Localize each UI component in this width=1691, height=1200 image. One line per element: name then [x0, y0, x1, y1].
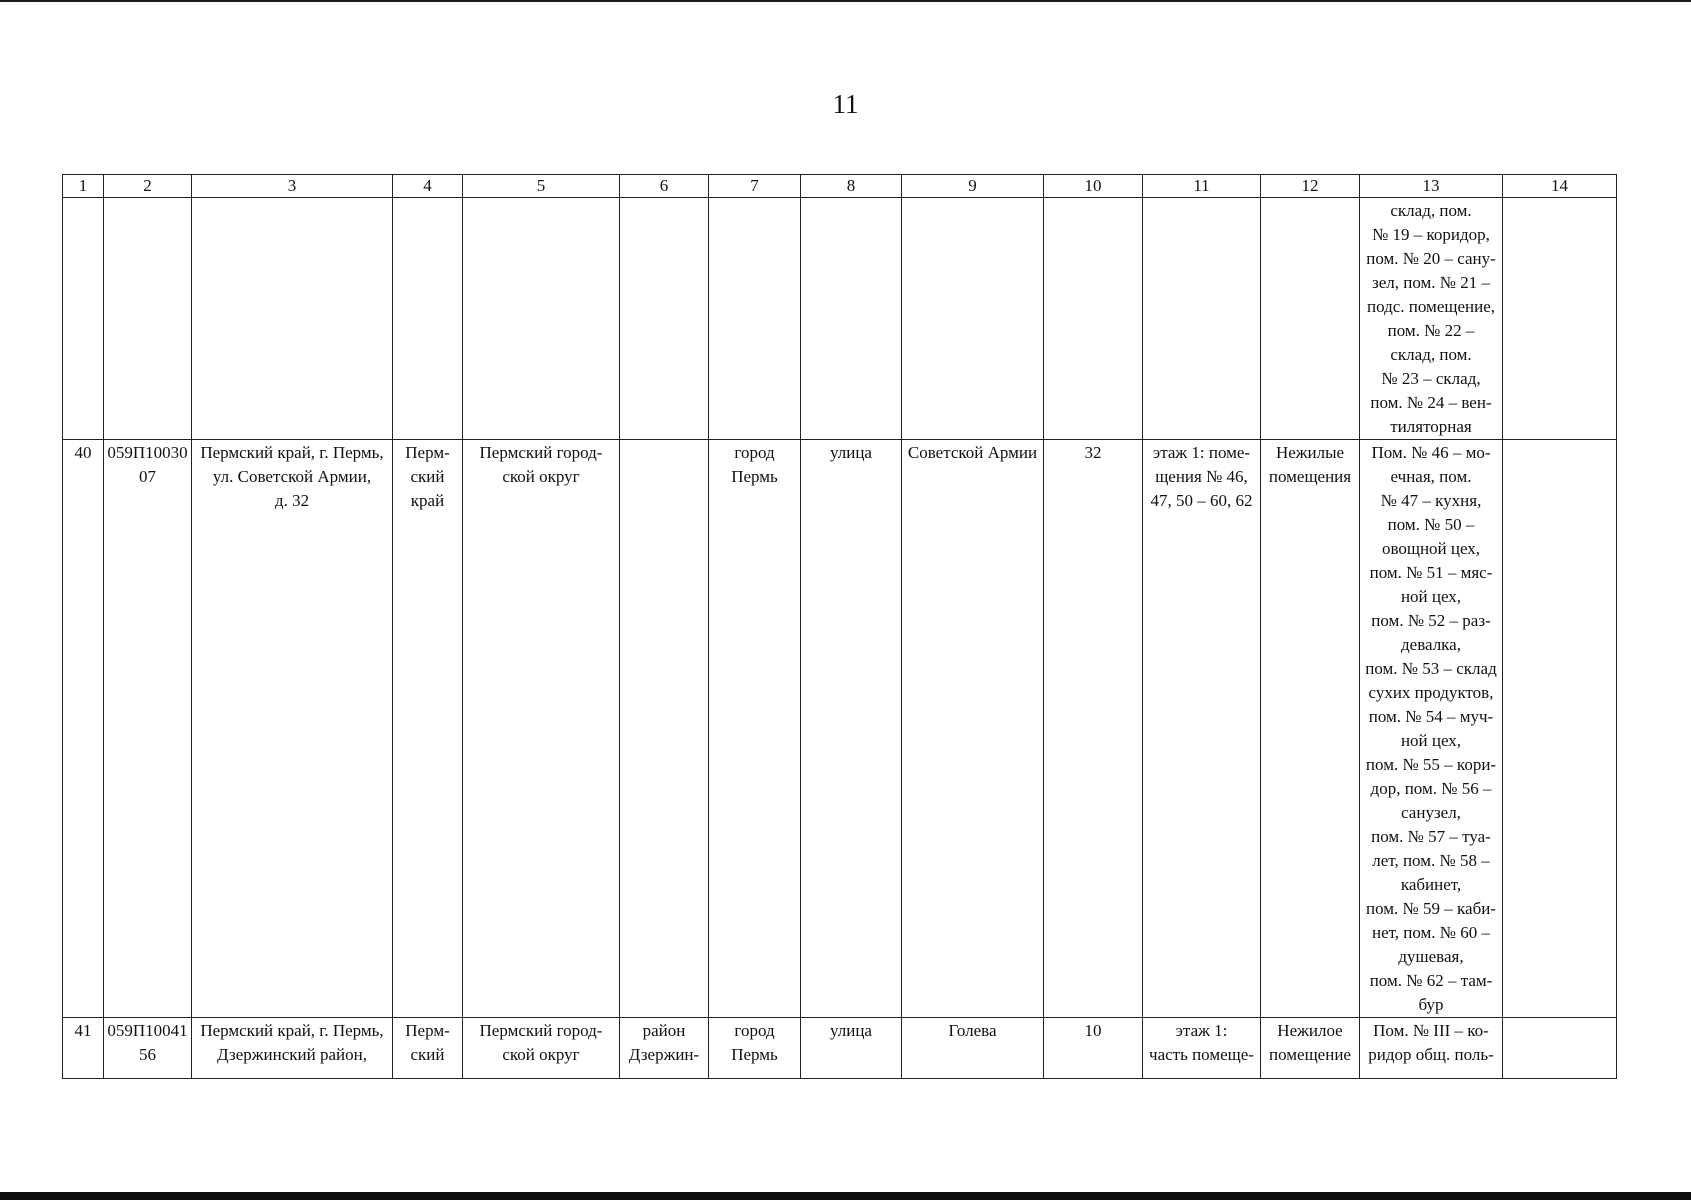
column-header: 2	[104, 175, 192, 198]
cell-row-number	[63, 198, 104, 440]
cell-registry-number	[104, 198, 192, 440]
column-header: 7	[709, 175, 801, 198]
table-row-40	[63, 440, 1617, 1018]
cell-row-number: 40	[63, 440, 104, 1018]
column-header: 10	[1044, 175, 1143, 198]
column-header: 12	[1261, 175, 1360, 198]
cell-district	[620, 198, 709, 440]
cell-floor-rooms: этаж 1: часть помеще-	[1143, 1018, 1261, 1079]
cell-address: Пермский край, г. Пермь, Дзержинский район,	[192, 1018, 393, 1079]
cell-street-type	[801, 198, 902, 440]
cell-object-type: Нежилое помещение	[1261, 1018, 1360, 1079]
scan-bottom-edge	[0, 1192, 1691, 1200]
cell-house-number	[1044, 198, 1143, 440]
cell-municipality: Пермский город- ской округ	[463, 1018, 620, 1079]
column-number-row	[63, 175, 1617, 198]
cell-region: Перм- ский	[393, 1018, 463, 1079]
cell-object-type	[1261, 198, 1360, 440]
cell-object-type: Нежилые помещения	[1261, 440, 1360, 1018]
cell-district	[620, 440, 709, 1018]
cell-room-description: склад, пом. № 19 – коридор, пом. № 20 – сану- зел, пом. № 21 – подс. помещение, пом. № 22 – склад, пом. № 23 – склад, пом. № 24 – вен- тиляторная	[1360, 198, 1503, 440]
cell-row-number: 41	[63, 1018, 104, 1079]
cell-municipality: Пермский город- ской округ	[463, 440, 620, 1018]
cell-floor-rooms	[1143, 198, 1261, 440]
cell-room-description: Пом. № 46 – мо- ечная, пом. № 47 – кухня, пом. № 50 – овощной цех, пом. № 51 – мяс- ной цех, пом. № 52 – раз- девалка, пом. № 53 – склад сухих продуктов, пом. № 54 – муч- ной цех, пом. № 55 – кори- дор, пом. № 56 – санузел, пом. № 57 – туа- лет, пом. № 58 – кабинет, пом. № 59 – каби- нет, пом. № 60 – душевая, пом. № 62 – там- бур	[1360, 440, 1503, 1018]
cell-address	[192, 198, 393, 440]
cell-registry-number: 059П10041 56	[104, 1018, 192, 1079]
cell-municipality	[463, 198, 620, 440]
cell-settlement	[709, 198, 801, 440]
cell-house-number: 32	[1044, 440, 1143, 1018]
cell-house-number: 10	[1044, 1018, 1143, 1079]
cell-room-description: Пом. № III – ко- ридор общ. поль-	[1360, 1018, 1503, 1079]
table-row-continuation	[63, 198, 1617, 440]
cell-column-14	[1503, 1018, 1617, 1079]
cell-region	[393, 198, 463, 440]
cell-settlement: город Пермь	[709, 440, 801, 1018]
cell-street-name: Голева	[902, 1018, 1044, 1079]
cell-column-14	[1503, 198, 1617, 440]
cell-street-name	[902, 198, 1044, 440]
column-header: 6	[620, 175, 709, 198]
column-header: 11	[1143, 175, 1261, 198]
cell-street-type: улица	[801, 1018, 902, 1079]
cell-registry-number: 059П10030 07	[104, 440, 192, 1018]
column-header: 5	[463, 175, 620, 198]
column-header: 1	[63, 175, 104, 198]
cell-address: Пермский край, г. Пермь, ул. Советской Армии, д. 32	[192, 440, 393, 1018]
column-header: 4	[393, 175, 463, 198]
column-header: 13	[1360, 175, 1503, 198]
property-table	[62, 174, 1617, 1079]
cell-street-name: Советской Армии	[902, 440, 1044, 1018]
cell-district: район Дзержин-	[620, 1018, 709, 1079]
column-header: 3	[192, 175, 393, 198]
cell-floor-rooms: этаж 1: поме- щения № 46, 47, 50 – 60, 62	[1143, 440, 1261, 1018]
cell-settlement: город Пермь	[709, 1018, 801, 1079]
column-header: 14	[1503, 175, 1617, 198]
cell-region: Перм- ский край	[393, 440, 463, 1018]
page-number: 11	[832, 89, 859, 119]
cell-street-type: улица	[801, 440, 902, 1018]
cell-column-14	[1503, 440, 1617, 1018]
column-header: 9	[902, 175, 1044, 198]
scan-top-edge	[0, 0, 1691, 2]
table-row-41	[63, 1018, 1617, 1079]
column-header: 8	[801, 175, 902, 198]
